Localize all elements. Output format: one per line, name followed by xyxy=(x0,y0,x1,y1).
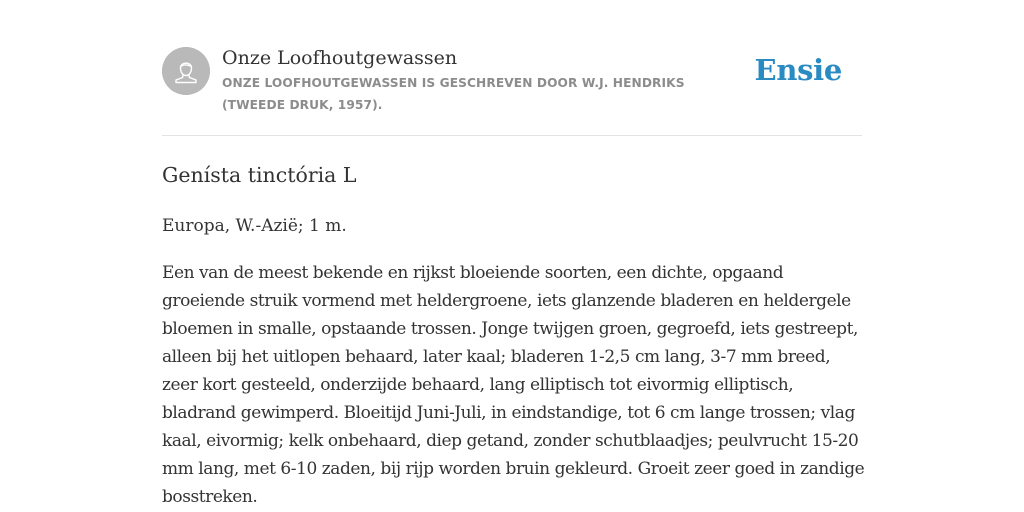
source-header xyxy=(162,0,862,136)
ensie-logo[interactable]: Ensie xyxy=(754,53,842,87)
user-silhouette-icon xyxy=(162,47,210,95)
entry-card xyxy=(162,0,865,507)
source-description: ONZE LOOFHOUTGEWASSEN IS GESCHREVEN DOOR W.J. HENDRIKS (TWEEDE DRUK, 1957). xyxy=(222,76,685,112)
entry-title: Genísta tinctória L xyxy=(162,163,357,187)
entry-origin: Europa, W.-Azië; 1 m. xyxy=(162,216,347,236)
entry-description: Een van de meest bekende en rijkst bloeiende soorten, een dichte, opgaand groeiende struik vormend met heldergroene, iets glanzende bladeren en heldergele bloemen in smalle, opstaande trossen. Jonge twijgen groen, gegroefd, iets gestreept, alleen bij het uitlopen behaard, later kaal; bladeren 1-2,5 cm lang, 3-7 mm breed, zeer kort gesteeld, onderzijde behaard, lang elliptisch tot eivormig elliptisch, bladrand gewimperd. Bloeitijd Juni-Juli, in eindstandige, tot 6 cm lange trossen; vlag kaal, eivormig; kelk onbehaard, diep getand, zonder schutblaadjes; peulvrucht 15-20 mm lang, met 6-10 zaden, bij rijp worden bruin gekleurd. Groeit zeer goed in zandige bosstreken. xyxy=(162,263,865,507)
source-title[interactable]: Onze Loofhoutgewassen xyxy=(222,47,458,69)
